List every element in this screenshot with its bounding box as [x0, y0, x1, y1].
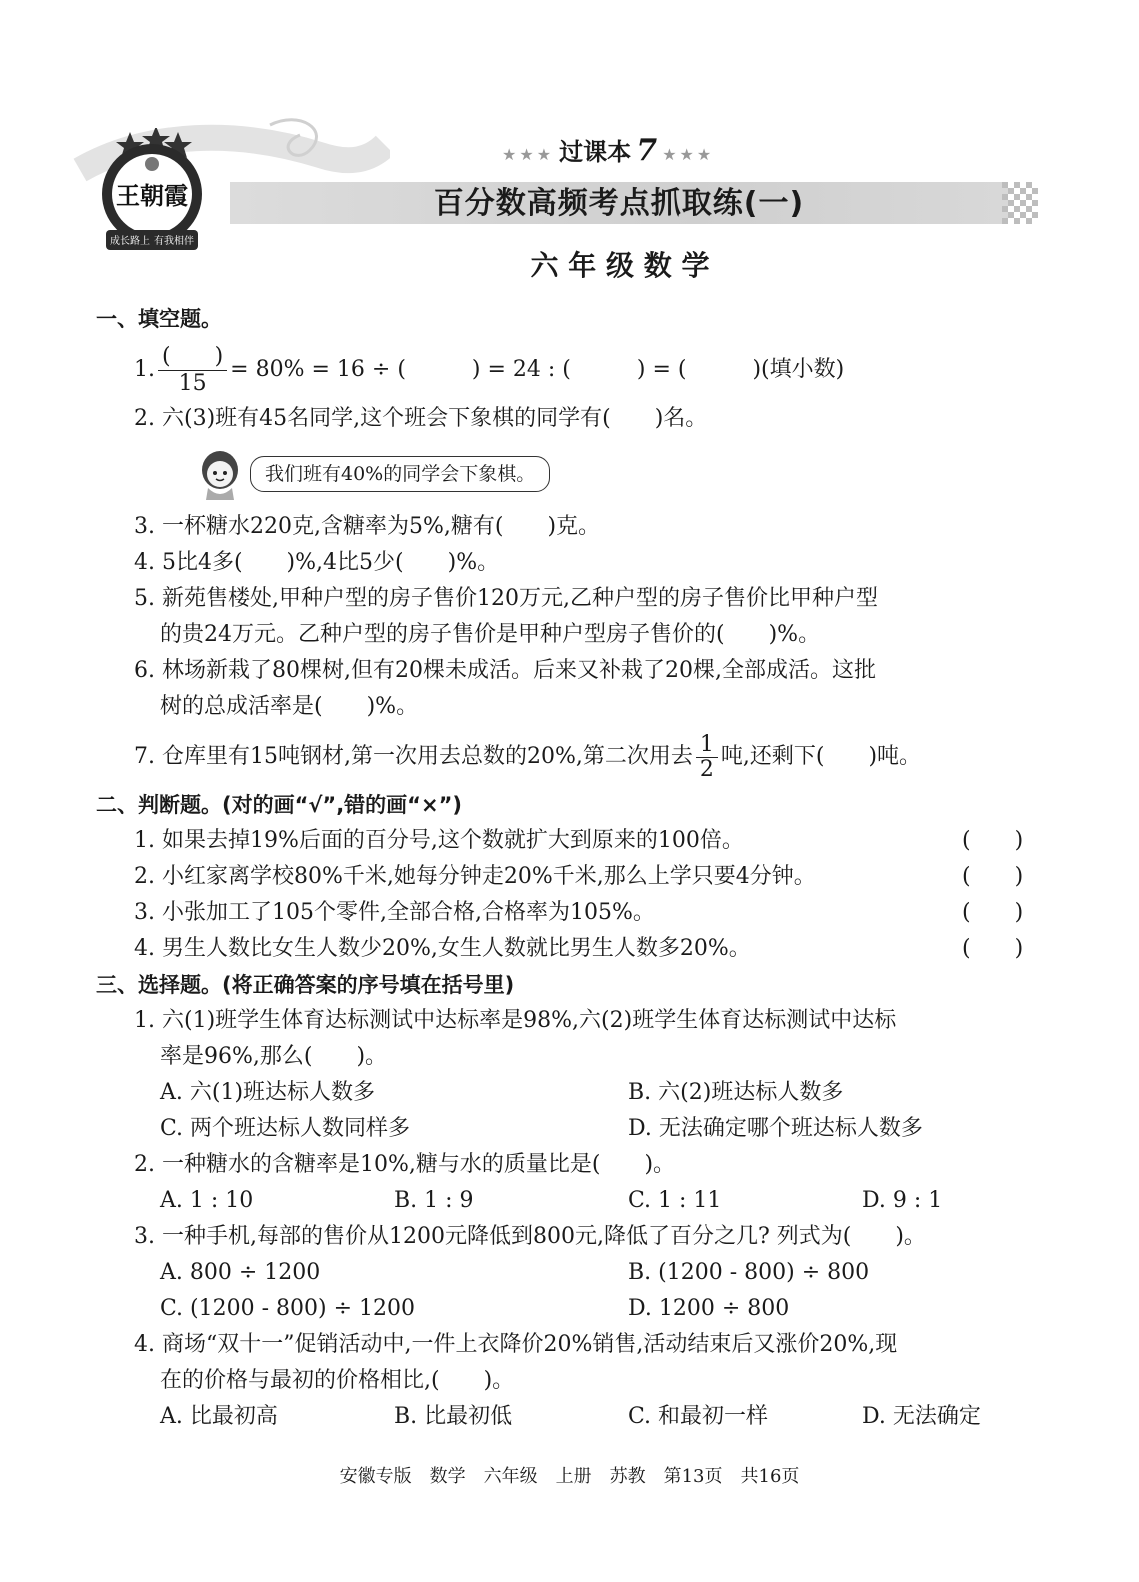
section2-heading: 二、判断题。(对的画“√”,错的画“×”) — [96, 793, 462, 817]
judge-answer-1[interactable]: ( ) — [962, 828, 1024, 853]
q7-before: 7. 仓库里有15吨钢材,第一次用去总数的20%,第二次用去 — [134, 744, 693, 769]
q1-fraction-numerator: ( ) — [158, 344, 227, 371]
kicker-label: 过课本 — [559, 138, 632, 166]
judge-item-3: 3. 小张加工了105个零件,全部合格,合格率为105%。 — [134, 900, 655, 925]
choice-q4-option-c[interactable]: C. 和最初一样 — [628, 1404, 769, 1429]
judge-item-4: 4. 男生人数比女生人数少20%,女生人数就比男生人数多20%。 — [134, 936, 751, 961]
q5-fill-line1: 5. 新苑售楼处,甲种户型的房子售价120万元,乙种户型的房子售价比甲种户型 — [134, 586, 878, 611]
q7-after: 吨,还剩下( )吨。 — [720, 744, 922, 769]
choice-q2-option-c[interactable]: C. 1 : 11 — [628, 1188, 722, 1213]
judge-answer-3[interactable]: ( ) — [962, 900, 1024, 925]
judge-answer-2[interactable]: ( ) — [962, 864, 1024, 889]
choice-q1-line1: 1. 六(1)班学生体育达标测试中达标率是98%,六(2)班学生体育达标测试中达标 — [134, 1008, 897, 1033]
q5-fill-line2: 的贵24万元。乙种户型的房子售价是甲种户型房子售价的( )%。 — [160, 622, 821, 647]
choice-q1-option-b[interactable]: B. 六(2)班达标人数多 — [628, 1080, 844, 1105]
choice-q3-option-a[interactable]: A. 800 ÷ 1200 — [160, 1260, 321, 1285]
choice-q2-option-d[interactable]: D. 9 : 1 — [862, 1188, 943, 1213]
q1-rest: = 80% = 16 ÷ ( ) = 24 : ( ) = ( )(填小数) — [230, 357, 845, 382]
judge-answer-4[interactable]: ( ) — [962, 936, 1024, 961]
choice-q4-option-b[interactable]: B. 比最初低 — [394, 1404, 513, 1429]
section1-heading: 一、填空题。 — [96, 307, 222, 331]
q6-fill-line2: 树的总成活率是( )%。 — [160, 694, 419, 719]
girl-avatar-icon — [196, 448, 246, 500]
judge-item-1: 1. 如果去掉19%后面的百分号,这个数就扩大到原来的100倍。 — [134, 828, 744, 853]
choice-q3-option-b[interactable]: B. (1200 - 800) ÷ 800 — [628, 1260, 870, 1285]
choice-q3: 3. 一种手机,每部的售价从1200元降低到800元,降低了百分之几? 列式为( )。 — [134, 1224, 926, 1249]
q2-fill: 2. 六(3)班有45名同学,这个班会下象棋的同学有( )名。 — [134, 406, 708, 431]
logo-tag-right: 有我相伴 — [154, 236, 194, 247]
choice-q4-line2: 在的价格与最初的价格相比,( )。 — [160, 1368, 515, 1393]
logo-name: 王朝霞 — [116, 181, 188, 210]
page-title: 百分数高频考点抓取练(一) — [433, 186, 805, 221]
stars-left: ★★★ — [502, 145, 555, 164]
q7-fraction-numerator: 1 — [696, 733, 718, 758]
choice-q2: 2. 一种糖水的含糖率是10%,糖与水的质量比是( )。 — [134, 1152, 676, 1177]
q7-fraction — [696, 733, 718, 782]
choice-q4-line1: 4. 商场“双十一”促销活动中,一件上衣降价20%销售,活动结束后又涨价20%,现 — [134, 1332, 898, 1357]
q1-fraction — [158, 344, 227, 397]
choice-q4-option-d[interactable]: D. 无法确定 — [862, 1404, 981, 1429]
speech-bubble: 我们班有40%的同学会下象棋。 — [250, 456, 550, 492]
choice-q3-option-d[interactable]: D. 1200 ÷ 800 — [628, 1296, 790, 1321]
q7-fill — [134, 728, 921, 786]
choice-q1-line2: 率是96%,那么( )。 — [160, 1044, 388, 1069]
choice-q4-option-a[interactable]: A. 比最初高 — [160, 1404, 278, 1429]
choice-q3-option-c[interactable]: C. (1200 - 800) ÷ 1200 — [160, 1296, 416, 1321]
choice-q1-option-a[interactable]: A. 六(1)班达标人数多 — [160, 1080, 376, 1105]
section3-heading: 三、选择题。(将正确答案的序号填在括号里) — [96, 973, 515, 997]
choice-q2-option-a[interactable]: A. 1 : 10 — [160, 1188, 254, 1213]
header-kicker — [502, 133, 714, 167]
kicker-number: 7 — [636, 133, 658, 168]
q1-fill — [134, 340, 844, 400]
choice-q1-option-d[interactable]: D. 无法确定哪个班达标人数多 — [628, 1116, 923, 1141]
stars-right: ★★★ — [662, 145, 715, 164]
judge-item-2: 2. 小红家离学校80%千米,她每分钟走20%千米,那么上学只要4分钟。 — [134, 864, 816, 889]
logo-seal — [96, 128, 208, 256]
choice-q1-option-c[interactable]: C. 两个班达标人数同样多 — [160, 1116, 411, 1141]
logo-tag-left: 成长路上 — [110, 236, 150, 247]
choice-q2-option-b[interactable]: B. 1 : 9 — [394, 1188, 474, 1213]
q1-number: 1. — [134, 357, 155, 382]
q6-fill-line1: 6. 林场新栽了80棵树,但有20棵未成活。后来又补栽了20棵,全部成活。这批 — [134, 658, 876, 683]
q1-fraction-denominator: 15 — [178, 370, 207, 396]
q4-fill: 4. 5比4多( )%,4比5少( )%。 — [134, 550, 500, 575]
page-subtitle: 六 年 级 数 学 — [530, 249, 710, 282]
q3-fill: 3. 一杯糖水220克,含糖率为5%,糖有( )克。 — [134, 514, 601, 539]
page-footer: 安徽专版 数学 六年级 上册 苏教 第13页 共16页 — [339, 1466, 800, 1487]
q7-fraction-denominator: 2 — [699, 756, 714, 782]
